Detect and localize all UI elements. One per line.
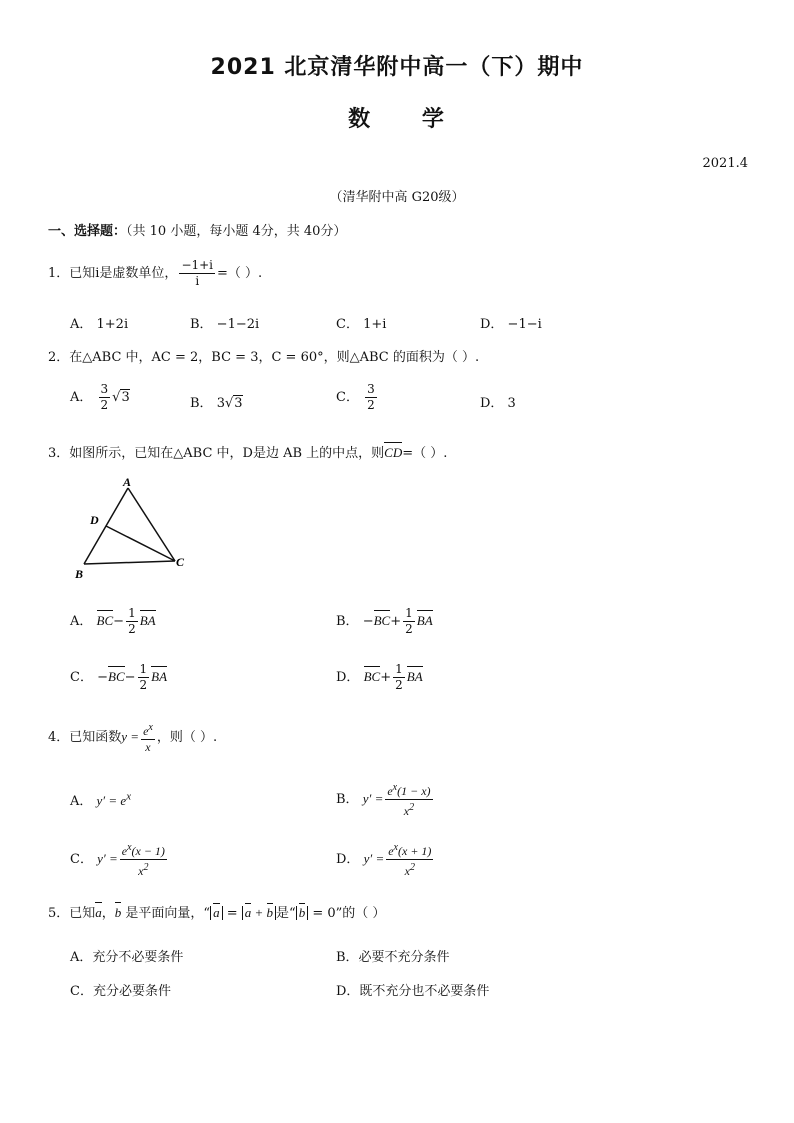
q3-a-fraction — [126, 606, 138, 637]
q4-a-exp: x — [126, 790, 131, 803]
q4-b-exp: x — [392, 782, 398, 793]
q5-vec-a: a — [95, 905, 102, 920]
q5-option-c[interactable]: C．充分必要条件 — [70, 984, 171, 999]
q4-b-den — [385, 800, 432, 819]
q5-option-b[interactable]: B．必要不充分条件 — [336, 950, 450, 965]
q2-option-c[interactable] — [336, 382, 379, 413]
q2-option-b[interactable] — [190, 392, 243, 411]
section-note: （共 10 小题，每小题 4分，共 40分） — [126, 224, 347, 239]
q3-a-bc: BC — [96, 613, 114, 628]
q1-option-b[interactable]: B． −1−2i — [190, 317, 260, 332]
q3-d-den: 2 — [395, 678, 403, 692]
q5-abs-b-vec: b — [298, 905, 306, 920]
q4-a-expr: y′ = e — [96, 793, 127, 808]
vertex-b: B — [75, 567, 84, 581]
q2-b-root: 3 — [234, 396, 243, 411]
q4-den: x — [145, 740, 151, 754]
sqrt-icon: √ — [224, 396, 234, 411]
q3-d-num: 1 — [395, 662, 403, 676]
q3-b-num: 1 — [405, 606, 413, 620]
edge-bc — [84, 561, 175, 564]
q4-b-den-x: x — [403, 804, 410, 818]
q4-option-d[interactable] — [336, 840, 435, 879]
q5-abs-b — [296, 906, 309, 920]
q4-a-label: A． — [70, 794, 93, 809]
q3-option-b[interactable] — [336, 606, 433, 637]
q4-suffix: ，则（ ）. — [156, 730, 218, 745]
q3-a-num: 1 — [128, 606, 136, 620]
section-label: 一、选择题： — [48, 224, 127, 239]
q5-plus: + — [251, 905, 267, 920]
q2-option-a[interactable] — [70, 382, 130, 413]
q3-b-fraction — [403, 606, 415, 637]
q3-d-ba: BA — [406, 669, 423, 684]
question-4 — [48, 720, 217, 755]
q2-b-label: B． — [190, 396, 213, 411]
q4-b-num — [385, 780, 432, 800]
q4-b-label: B． — [336, 792, 359, 807]
q3-option-c[interactable] — [70, 662, 167, 693]
q3-option-d[interactable] — [336, 662, 423, 693]
triangle-figure — [70, 476, 200, 584]
q4-c-den — [120, 860, 167, 879]
q4-d-e: e — [388, 844, 394, 858]
q2-c-num: 3 — [367, 382, 375, 396]
question-3 — [48, 442, 447, 461]
question-5 — [48, 902, 385, 921]
q3-c-label: C． — [70, 670, 93, 685]
q1-option-d[interactable]: D． −1−i — [480, 317, 542, 332]
q2-option-d[interactable]: D． 3 — [480, 396, 516, 411]
q5-is: 是“ — [276, 906, 296, 921]
q3-d-op: + — [380, 670, 392, 685]
q5-eq: = — [222, 906, 242, 921]
q3-c-ba: BA — [151, 669, 168, 684]
q5-abs-a — [210, 906, 223, 920]
q3-vector: CD — [384, 445, 403, 460]
q4-num-e: e — [143, 724, 149, 738]
q3-prefix: 3．如图所示，已知在△ABC 中，D是边 AB 上的中点，则 — [48, 446, 385, 461]
q4-y: y = — [121, 729, 140, 744]
q4-num — [141, 720, 155, 740]
q4-d-fraction — [386, 840, 433, 879]
q5-vec-b: b — [114, 905, 122, 920]
q4-b-e: e — [387, 784, 393, 798]
q4-c-exp: x — [127, 842, 132, 853]
q3-b-op: + — [390, 614, 402, 629]
q1-option-a[interactable]: A． 1+2i — [70, 317, 129, 332]
page-title: 2021 北京清华附中高一（下）期中 — [210, 55, 584, 80]
q3-c-bc: BC — [108, 669, 125, 684]
q3-b-den: 2 — [405, 622, 413, 636]
q1-option-c[interactable]: C． 1+i — [336, 317, 387, 332]
q2-a-root: 3 — [121, 390, 130, 405]
q3-b-sign: − — [362, 614, 374, 629]
q5-option-a[interactable]: A．充分不必要条件 — [70, 950, 184, 965]
q2-c-label: C． — [336, 390, 359, 405]
q3-d-bc: BC — [363, 669, 381, 684]
grade-label: （清华附中高 G20级） — [329, 190, 465, 205]
q4-d-den-sq: 2 — [409, 862, 415, 873]
q2-b-coef: 3 — [216, 396, 225, 411]
q3-b-label: B． — [336, 614, 359, 629]
q2-a-num: 3 — [100, 382, 109, 396]
q4-c-lhs: y′ = — [97, 851, 118, 866]
segment-cd — [106, 526, 175, 561]
q4-option-a[interactable] — [70, 790, 131, 809]
q3-b-bc: BC — [373, 613, 391, 628]
q4-option-c[interactable] — [70, 840, 169, 879]
q5-suffix: ”的（ ） — [335, 906, 386, 921]
q4-d-num — [386, 840, 433, 860]
q4-fraction — [141, 720, 155, 755]
q3-a-ba: BA — [139, 613, 156, 628]
q4-d-exp: x — [393, 842, 398, 853]
q4-option-b[interactable] — [336, 780, 435, 819]
q4-c-den-x: x — [138, 864, 144, 878]
q5-zero: = 0 — [308, 906, 336, 921]
sqrt-icon: √ — [112, 390, 121, 405]
q4-c-factor: (x − 1) — [131, 844, 165, 858]
q3-c-den: 2 — [139, 678, 148, 692]
vertex-a: A — [123, 476, 132, 489]
q4-c-den-sq: 2 — [143, 862, 149, 873]
q1-suffix: =（ ）. — [217, 266, 263, 281]
vertex-d: D — [90, 513, 99, 527]
q4-b-fraction — [385, 780, 432, 819]
q1-num: −1+i — [181, 258, 214, 272]
q4-prefix: 4．已知函数 — [48, 730, 122, 745]
q3-c-fraction — [138, 662, 150, 693]
q3-d-label: D． — [336, 670, 360, 685]
q3-d-fraction — [393, 662, 405, 693]
q5-prefix: 5．已知 — [48, 906, 96, 921]
q4-c-e: e — [121, 844, 128, 858]
q2-a-label: A． — [70, 390, 93, 405]
q3-c-op: − — [124, 670, 136, 685]
q5-abs-sum — [242, 906, 276, 920]
q4-c-num — [120, 840, 167, 860]
q4-c-label: C． — [70, 852, 93, 867]
q1-prefix: 1．已知i是虚数单位， — [48, 266, 178, 281]
question-2: 2．在△ABC 中，AC = 2，BC = 3，C = 60°，则△ABC 的面积为（ ）. — [48, 350, 480, 365]
q3-a-op: − — [113, 614, 125, 629]
question-1 — [48, 258, 262, 289]
q5-sep: ， — [101, 906, 115, 921]
q5-sum-b: b — [266, 905, 274, 920]
q1-den: i — [195, 274, 200, 288]
q4-d-den — [386, 860, 433, 879]
q3-suffix: =（ ）. — [402, 446, 448, 461]
q3-c-sign: − — [97, 670, 108, 685]
q2-c-fraction — [365, 382, 377, 413]
vertex-c: C — [176, 555, 185, 569]
q1-fraction — [179, 258, 215, 289]
q4-d-factor: (x + 1) — [398, 844, 432, 858]
q5-sum-a: a — [244, 905, 252, 920]
q4-d-lhs: y′ = — [363, 851, 385, 866]
q4-num-exp: x — [148, 722, 153, 733]
q5-abs-a-vec: a — [213, 905, 220, 920]
q4-d-den-x: x — [404, 864, 410, 878]
q4-b-lhs: y′ = — [362, 791, 384, 806]
q3-a-label: A． — [70, 614, 93, 629]
q4-b-factor: (1 − x) — [397, 784, 431, 798]
edge-ac — [128, 488, 175, 561]
section-heading — [48, 220, 346, 239]
q2-c-den: 2 — [367, 398, 375, 412]
q4-b-den-sq: 2 — [409, 802, 415, 813]
q2-a-den: 2 — [100, 398, 109, 412]
q4-c-fraction — [120, 840, 167, 879]
q4-d-label: D． — [336, 852, 360, 867]
q3-c-num: 1 — [139, 662, 148, 676]
q2-a-fraction — [99, 382, 111, 413]
q5-mid: 是平面向量，“ — [121, 906, 211, 921]
q5-option-d[interactable]: D．既不充分也不必要条件 — [336, 984, 490, 999]
subject-title: 数 学 — [348, 107, 446, 132]
q3-a-den: 2 — [128, 622, 136, 636]
exam-date: 2021.4 — [702, 156, 748, 171]
q3-option-a[interactable] — [70, 606, 156, 637]
q3-b-ba: BA — [416, 613, 433, 628]
